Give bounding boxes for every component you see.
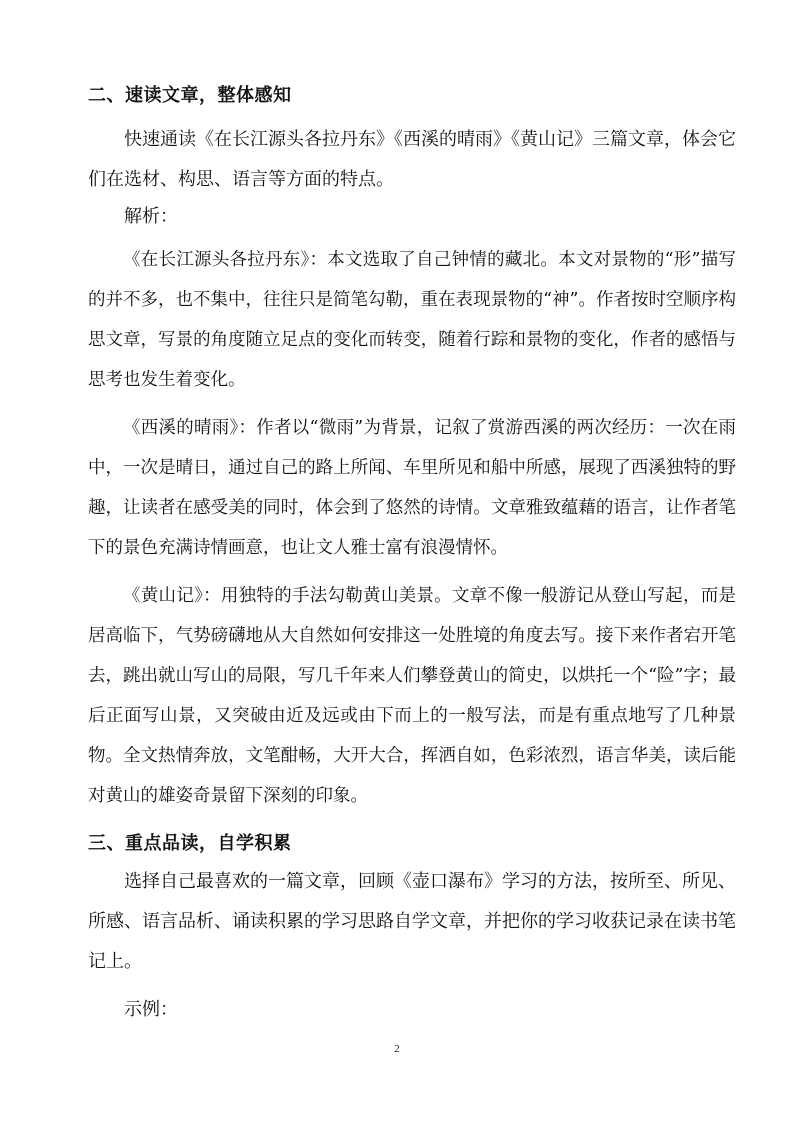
analysis-paragraph-gelandandong: 《在长江源头各拉丹东》：本文选取了自己钟情的藏北。本文对景物的“形”描写的并不多，也不集中，往往只是简笔勾勒，重在表现景物的“神”。作者按时空顺序构思文章，写景的角度随立足点的变化而转变，随着行踪和景物的变化，作者的感悟与思考也发生着变化。 bbox=[88, 250, 736, 390]
analysis-paragraph-huangshan: 《黄山记》：用独特的手法勾勒黄山美景。文章不像一般游记从登山写起，而是居高临下，气势磅礴地从大自然如何安排这一处胜境的角度去写。接下来作者宕开笔去，跳出就山写山的局限，写几千年来人们攀登黄山的简史，以烘托一个“险”字；最后正面写山景，又突破由近及远或由下而上的一般写法，而是有重点地写了几种景物。全文热情奔放，文笔酣畅，大开大合，挥洒自如，色彩浓烈，语言华美，读后能对黄山的雄姿奇景留下深刻的印象。 bbox=[88, 586, 736, 806]
instruction-paragraph-speed-reading: 快速通读《在长江源头各拉丹东》《西溪的晴雨》《黄山记》三篇文章，体会它们在选材、构思、语言等方面的特点。 bbox=[88, 129, 736, 190]
instruction-paragraph-key-reading: 选择自己最喜欢的一篇文章，回顾《壶口瀑布》学习的方法，按所至、所见、所感、语言品析、诵读积累的学习思路自学文章，并把你的学习收获记录在读书笔记上。 bbox=[88, 871, 736, 972]
analysis-paragraph-xixi: 《西溪的晴雨》：作者以“微雨”为背景，记叙了赏游西溪的两次经历：一次在雨中，一次是晴日，通过自己的路上所闻、车里所见和船中所感，展现了西溪独特的野趣，让读者在感受美的同时，体会到了悠然的诗情。文章雅致蕴藉的语言，让作者笔下的景色充满诗情画意，也让文人雅士富有浪漫情怀。 bbox=[88, 418, 736, 558]
section-heading-key-reading: 三、重点品读，自学积累 bbox=[88, 833, 292, 854]
page-number: 2 bbox=[394, 1043, 400, 1055]
analysis-label: 解析： bbox=[124, 206, 178, 227]
section-heading-speed-reading: 二、速读文章，整体感知 bbox=[88, 85, 292, 106]
example-label: 示例： bbox=[124, 999, 178, 1020]
